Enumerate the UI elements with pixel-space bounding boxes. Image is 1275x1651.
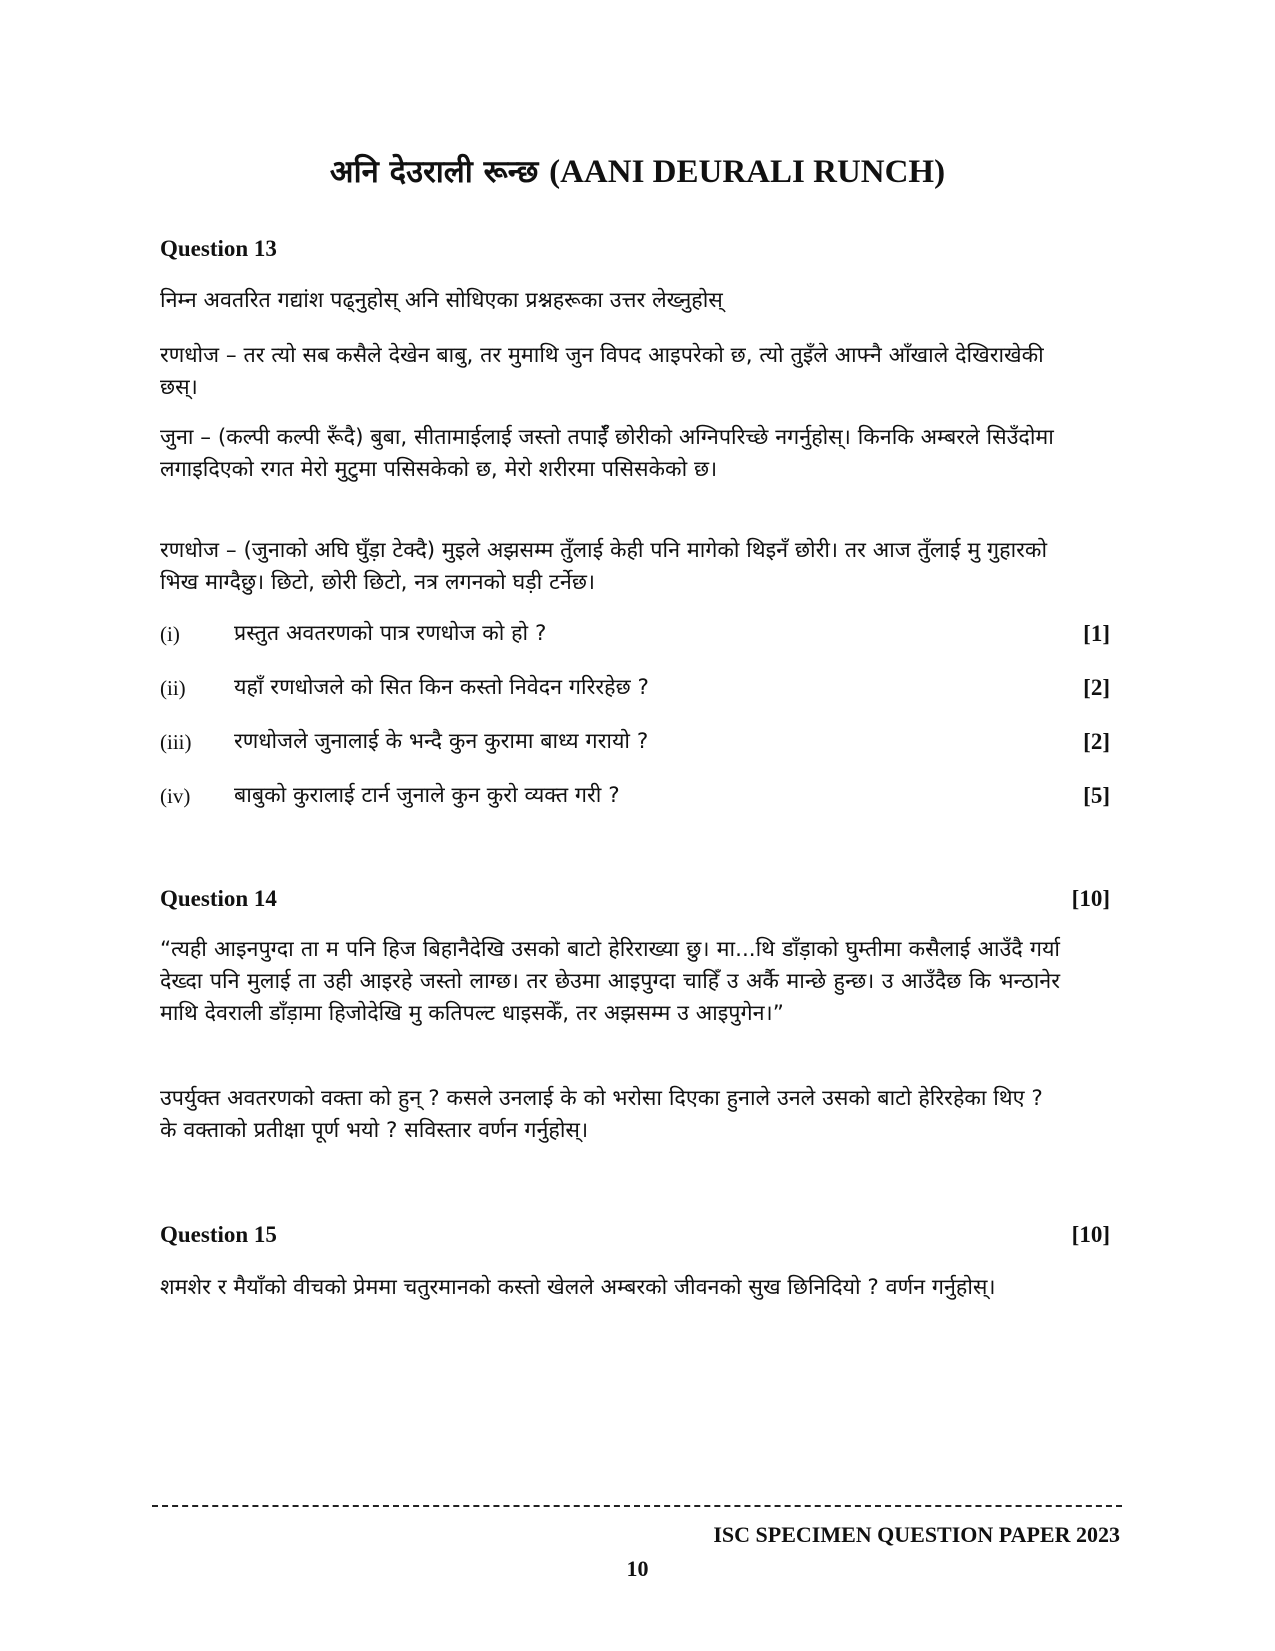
sub-question-text: बाबुको कुरालाई टार्न जुनाले कुन कुरो व्यक्त गरी ? (234, 783, 620, 808)
sub-question-marks: [2] (1083, 675, 1110, 700)
question-15-question: शमशेर र मैयाँको वीचको प्रेममा चतुरमानको कस्तो खेलले अम्बरको जीवनको सुख छिनिदियो ? वर्णन गर्नुहोस्। (160, 1275, 996, 1300)
sub-question-number: (i) (160, 622, 180, 646)
sub-question-text: यहाँ रणधोजले को सित किन कस्तो निवेदन गरिरहेछ ? (234, 675, 649, 700)
question-15-heading (160, 1222, 1110, 1248)
question-13-heading (160, 236, 1110, 262)
section-title (0, 150, 1275, 192)
question-15-marks: [10] (1071, 1222, 1110, 1247)
sub-question-marks: [1] (1083, 621, 1110, 646)
question-14-quote: “त्यही आइनपुग्दा ता म पनि हिज बिहानैदेखि उसको बाटो हेरिराख्या छु। मा...थि डाँड़ाको घुम्तीमा कसैलाई आउँदै गर्या देख्दा पनि मुलाई ता उही आइरहे जस्तो लाग्छ। तर छेउमा आइपुग्दा चाहिँ उ अर्कै मान्छे हुन्छ। उ आउँदैछ कि भन्ठानेर माथि देवराली डाँड़ामा हिजोदेखि मु कतिपल्ट धाइसकेँ, तर अझसम्म उ आइपुगेन।” (160, 937, 1060, 1026)
question-14-heading (160, 886, 1110, 912)
section-title-english: (AANI DEURALI RUNCH) (549, 154, 946, 190)
sub-question-number: (ii) (160, 676, 186, 700)
question-14-marks: [10] (1071, 886, 1110, 911)
question-13-instruction: निम्न अवतरित गद्यांश पढ्नुहोस् अनि सोधिएका प्रश्नहरूका उत्तर लेख्नुहोस् (160, 288, 723, 313)
sub-question-number: (iii) (160, 730, 192, 754)
question-13-passage-1: रणधोज – तर त्यो सब कसैले देखेन बाबु, तर मुमाथि जुन विपद आइपरेको छ, त्यो तुइँले आफ्नै आँखाले देखिराखेकी छस्। (160, 343, 1044, 400)
question-13-passage-3: रणधोज – (जुनाको अघि घुँड़ा टेक्दै) मुइले अझसम्म तुँलाई केही पनि मागेको थिइनँ छोरी। तर आज तुँलाई मु गुहारको भिख माग्दैछु। छिटो, छोरी छिटो, नत्र लगनको घड़ी टर्नेछ। (160, 538, 1048, 595)
sub-question-marks: [5] (1083, 783, 1110, 808)
question-14-label: Question 14 (160, 886, 277, 911)
sub-question-number: (iv) (160, 784, 191, 808)
question-14-question: उपर्युक्त अवतरणको वक्ता को हुन् ? कसले उनलाई के को भरोसा दिएका हुनाले उनले उसको बाटो हेरिरहेका थिए ? के वक्ताको प्रतीक्षा पूर्ण भयो ? सविस्तार वर्णन गर्नुहोस्। (160, 1086, 1043, 1143)
sub-question-text: रणधोजले जुनालाई के भन्दै कुन कुरामा बाध्य गरायो ? (234, 729, 649, 754)
sub-question-text: प्रस्तुत अवतरणको पात्र रणधोज को हो ? (234, 621, 547, 646)
question-13-passage-2: जुना – (कल्पी कल्पी रूँदै) बुबा, सीतामाईलाई जस्तो तपाईँ छोरीको अग्निपरिच्छे नगर्नुहोस्। किनकि अम्बरले सिउँदोमा लगाइदिएको रगत मेरो मुटुमा पसिसकेको छ, मेरो शरीरमा पसिसकेको छ। (160, 425, 1054, 482)
footer-label: ISC SPECIMEN QUESTION PAPER 2023 (713, 1522, 1120, 1547)
question-15-label: Question 15 (160, 1222, 277, 1247)
sub-question-marks: [2] (1083, 729, 1110, 754)
question-13-label: Question 13 (160, 236, 277, 261)
footer-divider (152, 1505, 1122, 1507)
page-number: 10 (626, 1556, 649, 1581)
section-title-nepali: अनि देउराली रून्छ (329, 154, 539, 190)
